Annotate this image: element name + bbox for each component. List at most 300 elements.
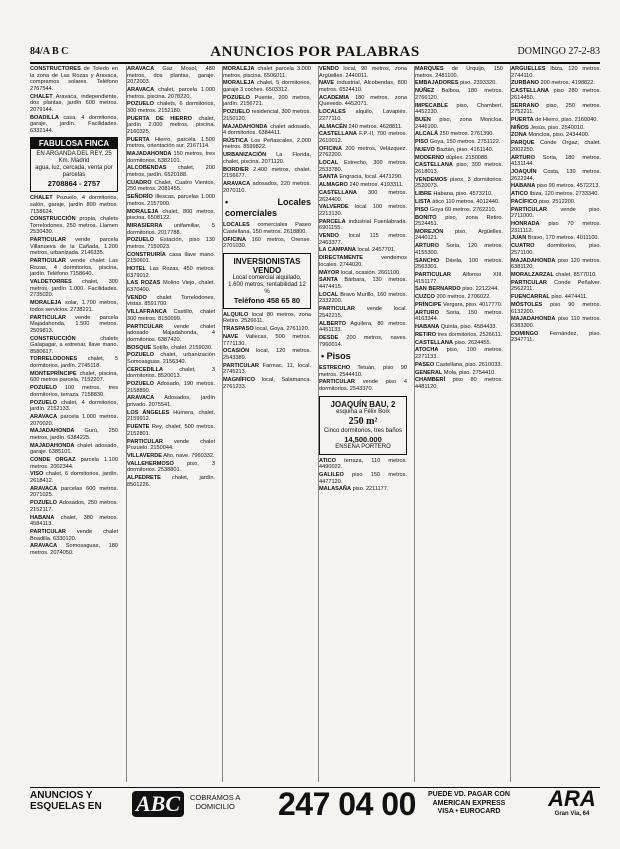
- ad-keyword: PARCELA: [319, 218, 346, 225]
- ad-text: F.P.-II, 700 metros. 2610012.: [319, 131, 407, 144]
- ad-keyword: PARTICULAR: [511, 206, 547, 213]
- classified-ad: [30, 400, 118, 413]
- ad-keyword: PARQUE: [511, 140, 535, 147]
- ad-text: piso, Argüelles. 2440121.: [415, 228, 503, 242]
- cobramos-line-1: COBRAMOS A: [190, 793, 241, 802]
- ad-keyword: CHALET: [30, 195, 53, 202]
- ad-keyword: PARTICULAR: [223, 362, 259, 369]
- ad-text: 250 metros. 2761390.: [438, 131, 494, 138]
- ad-text: Conde Peñalver. 2562211.: [511, 279, 601, 293]
- classified-ad: [415, 215, 503, 228]
- classified-ad: [415, 370, 503, 377]
- classified-ad: [30, 237, 118, 257]
- ad-keyword: VILLAFRANCA: [127, 309, 167, 316]
- classified-ad: [127, 252, 215, 265]
- classified-ad: [127, 410, 215, 423]
- ad-text: 200 metros. 2706022.: [434, 294, 491, 301]
- classified-ad: [415, 66, 503, 79]
- classified-ad: [127, 345, 215, 352]
- classified-ad: [127, 194, 215, 207]
- ad-text: comerciales Paseo Castellana, 150 metros. 2618800.: [223, 222, 311, 235]
- ad-text: chalet, 5 dormitorios, garaje 3 coches. 6503312.: [223, 80, 311, 93]
- ad-text: vende piso. 2711000.: [511, 206, 601, 220]
- ad-text: Somosaguas, 180 metros. 2074050.: [30, 543, 118, 556]
- ad-text: chalet, 4 dormitorios, jardín. 2152133.: [30, 399, 118, 413]
- classified-ad: [511, 258, 601, 271]
- ad-text: piso 90 metros. 4572213.: [535, 183, 600, 190]
- classified-ad: [127, 180, 215, 193]
- ad-keyword: CONSTRUCTORES: [30, 66, 81, 72]
- classified-ad: [319, 174, 407, 181]
- ad-text: piso, 300 metros. 2618013.: [415, 162, 503, 175]
- ad-text: Soria, 180 metros. 4131144.: [511, 154, 601, 168]
- ad-text: piso. 2393320.: [458, 80, 497, 87]
- ad-keyword: CUADRO: [127, 179, 152, 186]
- ad-text: local. 2457701.: [355, 247, 396, 254]
- classified-ad: [415, 162, 503, 175]
- classified-ad: [127, 295, 215, 308]
- ad-keyword: PUERTA: [127, 136, 150, 143]
- ad-keyword: ARGÜELLES: [511, 66, 546, 72]
- ad-text: local 80 metros, zona Retiro. 2526611.: [223, 311, 311, 325]
- classified-ad: [415, 88, 503, 101]
- ad-text: chalet, 200 metros, jardín. 6520188.: [127, 165, 215, 179]
- ad-keyword: POZUELO: [127, 101, 155, 108]
- ad-keyword: PARTICULAR: [30, 314, 66, 321]
- ad-text: Illescas, parcelas 1.000 metros. 2157900.: [127, 194, 215, 207]
- ad-keyword: ESTRECHO: [319, 365, 351, 372]
- ad-keyword: MAGNÍFICO: [223, 377, 256, 384]
- classified-ad: [223, 152, 311, 165]
- ad-text: vende piso 4 dormitorios. 2543370.: [319, 379, 407, 393]
- ad-keyword: ARAVACA: [127, 86, 155, 93]
- ad-text: Conde Orgaz, chalet. 2002250.: [511, 140, 601, 153]
- page-header: [30, 44, 600, 64]
- ad-text: 200 metros, naves. 7960014.: [319, 334, 407, 348]
- classified-ad: [30, 216, 118, 236]
- classified-ad: [127, 280, 215, 293]
- ad-keyword: BOSQUE: [127, 344, 152, 351]
- ad-keyword: MAJADAHONDA: [30, 428, 75, 435]
- classified-ad: [127, 309, 215, 322]
- ad-keyword: CHAMBERÍ: [415, 377, 446, 384]
- ad-keyword: ALCOBENDAS: [127, 165, 167, 172]
- ad-keyword: PUERTA DE HIERRO: [127, 115, 192, 122]
- ad-keyword: HABANA: [30, 514, 55, 521]
- footer-banner: [30, 787, 600, 822]
- ad-text: chalet, 3 dormitorios. 8520013.: [127, 366, 215, 380]
- classified-ad: [223, 312, 311, 325]
- ara-address: Gran Vía, 64: [554, 811, 590, 817]
- classified-ad: [223, 124, 311, 137]
- ad-keyword: POZUELO: [127, 237, 155, 244]
- classified-ad: [319, 219, 407, 232]
- ad-text: Alfonso XIII. 4151177.: [415, 272, 503, 285]
- ad-keyword: PARTICULAR: [30, 528, 66, 535]
- ad-keyword: PARTICULAR: [30, 237, 66, 244]
- ad-keyword: MAJADAHONDA: [511, 316, 556, 323]
- classified-ad: [415, 340, 503, 347]
- classified-ad: [30, 529, 118, 542]
- classified-ad: [319, 66, 407, 79]
- ad-keyword: ARAVACA: [127, 66, 155, 72]
- ad-keyword: MAJADAHONDA: [223, 123, 268, 130]
- ad-text: Tetuán, piso 90 metros. 2544410.: [319, 365, 407, 378]
- ad-text: Hierro, parcela 1.500 metros, orientación sur. 2167114.: [127, 136, 215, 150]
- classified-ad: [319, 233, 407, 246]
- finca-desc: agua, luz, cercada, venta por parcelas: [35, 165, 113, 179]
- column-3: [222, 66, 311, 782]
- classified-ad: [223, 80, 311, 93]
- ad-text: Costa, 130 metros. 2622244.: [511, 169, 601, 182]
- finca-title: FABULOSA FINCA: [31, 138, 117, 149]
- ad-keyword: ARTURO: [415, 309, 439, 316]
- ad-keyword: PARTICULAR: [30, 258, 66, 265]
- ad-keyword: PARTICULAR: [511, 279, 547, 286]
- ad-text: 2.400 metros, chalet. 2156677.: [223, 166, 311, 180]
- ad-keyword: TORRELODONES: [30, 356, 78, 363]
- classified-ad: [30, 356, 118, 369]
- ad-text: La Florida, chalet, piscina. 2071120.: [223, 152, 311, 165]
- ad-text: vende chalet Las Rozas, 4 dormitorios, piscina, jardín. Teléfono 7158640.: [30, 258, 118, 278]
- classified-ad: [30, 66, 118, 92]
- ad-keyword: GENERAL: [415, 369, 443, 376]
- ad-text: piso 280 metros. 2614450.: [511, 88, 601, 101]
- ara-wordmark: ARA: [548, 786, 596, 811]
- ad-text: chalets Galapagar, a estrenar, llave mano. 8580617.: [30, 335, 118, 355]
- footer-phone: 247 04 00: [278, 786, 416, 822]
- ad-text: 160 metros, Orense. 2701030.: [223, 236, 311, 250]
- classified-ad: [127, 151, 215, 164]
- classified-ad: [319, 379, 407, 392]
- classified-ad: [319, 292, 407, 305]
- classified-ad: [127, 66, 215, 86]
- ad-text: Adosados, 250 metros. 2152117.: [30, 500, 118, 513]
- ad-text: Bravo Murillo, 160 metros. 2332200.: [319, 291, 407, 305]
- ad-list: [319, 66, 407, 348]
- ad-list: [511, 66, 601, 344]
- ad-text: chalet Torrelodones, vistas. 8591700.: [127, 294, 215, 308]
- classified-ad: [511, 88, 601, 101]
- ad-keyword: VALLEHERMOSO: [127, 460, 174, 467]
- classified-ad: [30, 315, 118, 335]
- classified-ad: [127, 101, 215, 114]
- issue-date: DOMINGO 27-2-83: [517, 46, 600, 57]
- classified-ad: [223, 181, 311, 194]
- ad-keyword: VENDO: [319, 233, 339, 240]
- classified-ad: [223, 348, 311, 361]
- ad-text: chalet adosado, garaje. 6385101.: [30, 442, 118, 456]
- ad-text: vende parcela Villanueva de la Cañada, 1.200 metros, urbanizada. 2146335.: [30, 237, 118, 257]
- classified-ad: [30, 258, 118, 278]
- section-heading-text: Locales comerciales: [225, 197, 311, 219]
- ad-keyword: CUATRO: [511, 243, 535, 250]
- ad-text: parcelas 600 metros. 2071025.: [30, 485, 118, 499]
- ad-keyword: PARTICULAR: [127, 438, 163, 445]
- ad-text: Húmera, chalet. 2159912.: [127, 409, 215, 423]
- ad-text: local, ocasión. 2661100.: [339, 269, 401, 276]
- ad-text: Castillo, chalet 300 metros. 8150099.: [127, 309, 215, 322]
- ad-keyword: CONSTRUIRÍA: [127, 251, 166, 258]
- ad-text: Los Peñascales, 2.000 metros. 8599822.: [223, 137, 311, 151]
- ad-text: pisos, 3 dormitorios. 2520073.: [415, 176, 503, 190]
- classified-ad: [511, 207, 601, 220]
- payment-line-2: AMERICAN EXPRESS: [432, 799, 506, 807]
- classified-ad: [511, 66, 601, 79]
- ad-text: Soria, 150 metros. 4163344.: [415, 309, 503, 323]
- column-1: [30, 66, 118, 782]
- ad-keyword: PISO: [415, 206, 429, 213]
- classified-ad: [319, 190, 407, 203]
- classified-ad: [127, 209, 215, 222]
- ad-text: Fernández, piso. 2347711.: [511, 330, 601, 344]
- ad-text: Mola, piso. 2754410.: [442, 369, 496, 376]
- ad-text: piso 90 metros. 6132200.: [511, 301, 601, 315]
- classified-ad: [223, 363, 311, 376]
- joaquin-bau-price: 14.500.000: [344, 434, 382, 444]
- ad-text: Vallecas, 500 metros. 7771130.: [223, 333, 311, 347]
- cobramos-line-2: DOMICILIO: [195, 802, 235, 811]
- classified-ad: [127, 137, 215, 150]
- classified-ad: [511, 80, 601, 87]
- ad-text: Puente, 200 metros, jardín. 2156721.: [223, 94, 311, 108]
- ad-keyword: HABANA: [511, 183, 536, 190]
- ad-keyword: VILLAVERDE: [127, 452, 163, 459]
- classified-ad: [511, 302, 601, 315]
- ad-text: Estrecho, 300 metros. 2533780.: [319, 160, 407, 173]
- ad-keyword: ATICO: [511, 191, 528, 198]
- classified-ad: [127, 381, 215, 394]
- ad-text: residencial, 300 metros. 2150120.: [223, 109, 311, 122]
- ad-text: chalet, 380 metros. 4584113.: [30, 514, 118, 528]
- ad-keyword: PUERTA: [511, 116, 534, 123]
- ad-text: Gurú, 250 metros, jardín. 6384225.: [30, 428, 118, 441]
- classified-ad: [511, 243, 601, 256]
- classified-ad: [415, 272, 503, 285]
- classified-ad: [415, 294, 503, 301]
- inversionistas-phone: Teléfono 458 65 80: [233, 295, 301, 305]
- classified-ad: [127, 475, 215, 488]
- ad-text: 240 metros. 4193311.: [347, 182, 404, 189]
- classified-ad: [415, 302, 503, 309]
- ad-text: vende chalet Boadilla. 6330120.: [30, 528, 118, 542]
- classified-ad: [511, 183, 601, 190]
- ad-keyword: VALDETORRES: [30, 279, 72, 286]
- classified-ad: [415, 131, 503, 138]
- ad-text: Goya, 150 metros. 2751122.: [428, 139, 501, 146]
- classified-ad: [223, 222, 311, 235]
- ad-keyword: ZONA: [511, 132, 527, 139]
- ad-list: [127, 66, 215, 488]
- classified-ad: [415, 103, 503, 116]
- classified-ad: [127, 266, 215, 279]
- ad-keyword: CHALET: [30, 93, 53, 100]
- ad-text: chalet, 6 dormitorios, jardín. 2618412.: [30, 471, 118, 485]
- ad-list: [30, 66, 118, 134]
- joaquin-bau-title: JOAQUÍN BAU, 2: [330, 399, 396, 409]
- ad-text: piso, 100 metros. 2271133.: [415, 347, 503, 361]
- ad-text: local, 120 metros. 2543389.: [223, 348, 311, 361]
- anuncios-line-1: ANUNCIOS Y: [30, 790, 93, 801]
- joaquin-bau-rooms: Cinco dormitorios, tres baños: [323, 427, 403, 434]
- ad-keyword: CASTELLANA: [511, 88, 549, 95]
- ad-keyword: HONRADA: [511, 221, 540, 228]
- classified-ad: [511, 140, 601, 153]
- ad-text: vendemos locales. 2744020.: [319, 255, 407, 268]
- classified-ad: [127, 116, 215, 136]
- ad-list: [319, 365, 407, 393]
- classified-ad: [511, 155, 601, 168]
- ad-text: tres dormitorios. 2526611.: [436, 331, 503, 338]
- classified-ad: [319, 146, 407, 159]
- classified-ad: [30, 385, 118, 398]
- classified-ad: [127, 324, 215, 344]
- ad-text: chalet, urbanización Somosaguas. 2156340.: [127, 352, 215, 365]
- ad-text: Las Rozas, 450 metros. 6379012.: [127, 266, 215, 279]
- page-number: 84/A B C: [30, 46, 69, 57]
- ad-text: piso. 2624455.: [452, 339, 492, 346]
- ad-keyword: OFICINA: [223, 236, 246, 243]
- classified-ad: [30, 336, 118, 356]
- ad-text: chalets, 6 dormitorios, 300 metros. 2152180.: [127, 101, 215, 114]
- classified-ad: [319, 131, 407, 144]
- classified-ad: [415, 139, 503, 146]
- classified-ad: [415, 243, 503, 256]
- ad-text: casa, 4 dormitorios, garaje, jardín. Facilidades. 6332144.: [30, 114, 118, 134]
- ad-text: 200 metros. 4198822.: [538, 80, 595, 87]
- classified-ad: [30, 543, 118, 556]
- ad-text: Balboa, 180 metros. 2766120.: [415, 88, 503, 101]
- classified-ad: [415, 347, 503, 360]
- ad-text: Soria, 120 metros. 4155300.: [415, 243, 503, 256]
- classified-ad: [30, 195, 118, 215]
- ad-keyword: ALMACÉN: [319, 123, 347, 130]
- classified-ad: [511, 169, 601, 182]
- ad-keyword: MIRASIERRA: [127, 222, 163, 229]
- ad-text: ático 110 metros. 4012440.: [430, 198, 500, 205]
- ad-text: de Toledo en la zona de Las Rozas y Aravaca, compramos solares. Teléfono 2767544.: [30, 66, 118, 92]
- classified-ad: [223, 167, 311, 180]
- classified-ad: [511, 199, 601, 206]
- ad-keyword: POZUELO: [127, 352, 155, 359]
- classified-ad: [127, 352, 215, 365]
- ad-text: piso. 2211177.: [351, 486, 389, 493]
- ad-keyword: BORDIER: [223, 166, 249, 173]
- ad-keyword: SANCHO: [415, 257, 440, 264]
- classified-ad: [415, 377, 503, 390]
- ad-text: chalet, 300 metros, jardín 1.000. Facilidades. 2735020.: [30, 279, 118, 299]
- classified-ad: [223, 66, 311, 79]
- ad-text: alquilo, Lavapiés. 2277110.: [319, 109, 407, 122]
- ad-text: 200 metros, Velázquez. 2762200.: [319, 145, 407, 159]
- ad-keyword: CASTELLANA: [319, 189, 357, 196]
- classified-ad: [319, 95, 407, 108]
- ad-keyword: VISO: [30, 471, 44, 478]
- ad-keyword: JOAQUÍN: [511, 169, 537, 175]
- classified-ad: [415, 310, 503, 323]
- ad-text: piso, 250 metros. 2752211.: [511, 102, 601, 116]
- ad-text: terraza, 110 metros. 4490022.: [319, 457, 407, 471]
- classified-ad: [511, 117, 601, 124]
- ad-text: adosados, 220 metros. 2070110.: [223, 181, 311, 194]
- ad-list: [319, 458, 407, 493]
- ad-text: local 100 metros. 2213130.: [319, 204, 407, 217]
- ad-keyword: VALVERDE: [319, 204, 349, 211]
- ad-keyword: ARAVACA: [30, 543, 58, 550]
- ad-text: parcela 1.000 metros. 2070020.: [30, 413, 118, 427]
- ara-logo: [544, 788, 600, 820]
- ad-keyword: CERCEDILLA: [127, 366, 164, 373]
- ad-keyword: CASTELLANA: [319, 131, 357, 138]
- classified-ad: [415, 229, 503, 242]
- ad-keyword: DOMINGO: [511, 330, 539, 337]
- ad-text: industrial Fuenlabrada. 6901155.: [319, 218, 407, 232]
- ad-keyword: NIÑOS: [511, 124, 529, 131]
- ad-text: local, Goya. 2761120.: [253, 326, 310, 333]
- finca-ad-box: [30, 137, 118, 192]
- ad-text: 240 metros. 4628811.: [346, 123, 403, 130]
- ad-keyword: PARTICULAR: [415, 272, 451, 278]
- finca-phone: 2708864 - 2757: [47, 179, 101, 189]
- column-2: [126, 66, 215, 782]
- ad-keyword: PARTICULAR: [127, 323, 163, 330]
- classified-ad: [415, 286, 503, 293]
- classified-ad: [127, 237, 215, 250]
- ad-keyword: ALCALÁ: [415, 131, 438, 138]
- ad-keyword: POZUELO: [223, 109, 251, 116]
- classified-ad: [319, 277, 407, 290]
- ad-keyword: LOCAL: [319, 160, 339, 167]
- ad-keyword: MARQUÉS: [415, 66, 444, 72]
- section-heading-pisos: • Pisos: [321, 351, 351, 362]
- ad-keyword: TRASPASO: [223, 326, 254, 333]
- ad-text: Moncloa, piso. 2434400.: [526, 132, 590, 139]
- ad-text: chalet, parcela 1.000 metros, piscina. 2078220.: [127, 86, 215, 100]
- classified-ad: [415, 199, 503, 206]
- ad-keyword: LOS ÁNGELES: [127, 409, 170, 416]
- ad-text: chalet, piscina, 600 metros parcela. 7152207.: [30, 370, 118, 384]
- classified-ad: [223, 138, 311, 151]
- ad-keyword: HABANA: [415, 324, 440, 331]
- ad-keyword: RÚSTICA: [223, 137, 248, 144]
- ad-text: chalet parcela 3.000 metros, piscina. 6506011.: [223, 66, 311, 79]
- ad-keyword: GALILEO: [319, 472, 344, 479]
- ad-keyword: BONITO: [415, 214, 437, 221]
- payment-line-1: PUEDE VD. PAGAR CON: [428, 791, 510, 798]
- classified-ad: [511, 235, 601, 242]
- classified-ad: [127, 439, 215, 452]
- classified-ad: [415, 332, 503, 339]
- section-heading-locales: • Locales comerciales: [225, 197, 311, 219]
- ad-text: chalet. 8577010.: [553, 272, 597, 278]
- ad-keyword: PARTICULAR: [319, 306, 355, 313]
- ad-text: vende chalet adosado Majadahonda, 4 dormitorios. 6387420.: [127, 323, 215, 343]
- ad-keyword: ATICO: [319, 457, 336, 464]
- ad-text: Estación, piso 130 metros. 7150023.: [127, 237, 215, 250]
- anuncios-esquelas: [30, 790, 102, 812]
- ad-text: piso, Chamberí. 4452230.: [415, 102, 503, 116]
- classified-ad: [30, 279, 118, 299]
- joaquin-bau-portero: ENSEÑA PORTERO: [335, 443, 391, 450]
- ad-text: dúplex. 2150088.: [444, 154, 489, 161]
- ad-list: [415, 66, 503, 391]
- ad-text: Sotillo, chalet. 2159030.: [151, 344, 213, 351]
- ad-keyword: ALQUILO: [223, 311, 249, 318]
- classified-ad: [30, 414, 118, 427]
- ad-text: Adosado, 190 metros. 2158890.: [127, 381, 215, 394]
- column-5: [414, 66, 503, 782]
- ad-list: [223, 222, 311, 250]
